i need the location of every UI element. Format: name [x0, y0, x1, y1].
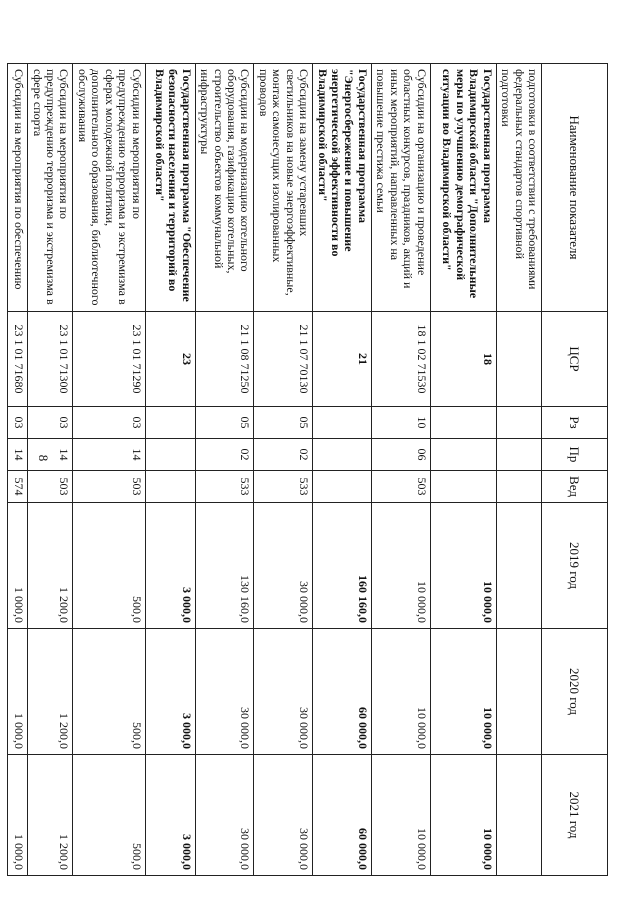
cell-rz: 03: [8, 407, 28, 439]
cell-2019: 1 000,0: [8, 503, 28, 629]
cell-2021: 500,0: [73, 755, 145, 876]
cell-2019: 3 000,0: [145, 503, 195, 629]
cell-pr: 02: [254, 439, 313, 471]
cell-csr: 21 1 07 70130: [254, 312, 313, 407]
cell-pr: [145, 439, 195, 471]
cell-ved: [313, 471, 372, 503]
header-2021: 2021 год: [542, 755, 608, 876]
cell-name: Государственная программа Владимирской области "Дополнительные меры по улучшению демографической ситуации во Владимирской области": [430, 64, 496, 312]
cell-2020: 30 000,0: [254, 629, 313, 755]
cell-ved: 574: [8, 471, 28, 503]
cell-2021: 3 000,0: [145, 755, 195, 876]
table-body: [8, 64, 542, 876]
cell-2019: 130 160,0: [195, 503, 254, 629]
cell-pr: [496, 439, 541, 471]
header-ved: Вед: [542, 471, 608, 503]
cell-rz: [313, 407, 372, 439]
table-viewport: [12, 63, 608, 875]
cell-pr: 14: [73, 439, 145, 471]
cell-ved: 503: [371, 471, 430, 503]
table-row: [28, 64, 73, 876]
table-row: [496, 64, 541, 876]
cell-rz: [430, 407, 496, 439]
cell-2021: 1 200,0: [28, 755, 73, 876]
cell-2019: 1 200,0: [28, 503, 73, 629]
cell-ved: [145, 471, 195, 503]
cell-2019: 10 000,0: [430, 503, 496, 629]
cell-name: Субсидии на модернизацию котельного оборудования, газификацию котельных, строительство объектов коммунальной инфраструктуры: [195, 64, 254, 312]
cell-csr: 23 1 01 71290: [73, 312, 145, 407]
table-row: [195, 64, 254, 876]
table-header-row: [542, 64, 608, 876]
cell-2020: 60 000,0: [313, 629, 372, 755]
cell-name: подготовки в соответствии с требованиями федеральных стандартов спортивной подготовки: [496, 64, 541, 312]
cell-2020: [496, 629, 541, 755]
cell-2020: 500,0: [73, 629, 145, 755]
budget-table: [7, 63, 608, 876]
cell-2021: 10 000,0: [371, 755, 430, 876]
header-2020: 2020 год: [542, 629, 608, 755]
cell-rz: 03: [28, 407, 73, 439]
cell-pr: [430, 439, 496, 471]
header-csr: ЦСР: [542, 312, 608, 407]
cell-csr: 18: [430, 312, 496, 407]
cell-name: Субсидии на организацию и проведение областных конкурсов, праздников, акций и иных мероприятий, направленных на повышение престижа семьи: [371, 64, 430, 312]
cell-csr: [496, 312, 541, 407]
page-number: 8: [36, 454, 51, 462]
cell-pr: [313, 439, 372, 471]
cell-csr: 21 1 08 71250: [195, 312, 254, 407]
cell-name: Государственная программа "Энергосбережение и повышение энергетической эффективности во Владимирской области": [313, 64, 372, 312]
cell-rz: 05: [254, 407, 313, 439]
cell-csr: 23 1 01 71680: [8, 312, 28, 407]
table-row: [145, 64, 195, 876]
table-row: [73, 64, 145, 876]
rotated-table-container: [12, 63, 608, 875]
cell-2021: [496, 755, 541, 876]
cell-csr: 21: [313, 312, 372, 407]
cell-pr: 02: [195, 439, 254, 471]
cell-name: Субсидии на мероприятия по предупреждению терроризма и экстремизма в сферах молодежной политики, дополнительного образования, библиотечного обслуживания: [73, 64, 145, 312]
cell-csr: 18 1 02 71530: [371, 312, 430, 407]
cell-name: Субсидии на мероприятия по обеспечению: [8, 64, 28, 312]
cell-ved: 533: [195, 471, 254, 503]
cell-name: Субсидии на замену устаревших светильников на новые энергоэффективные, монтаж самонесущих изолированных проводов: [254, 64, 313, 312]
cell-2021: 10 000,0: [430, 755, 496, 876]
header-pr: Пр: [542, 439, 608, 471]
cell-2020: 10 000,0: [430, 629, 496, 755]
cell-ved: 503: [28, 471, 73, 503]
cell-name: Субсидии на мероприятия по предупреждению терроризма и экстремизма в сфере спорта: [28, 64, 73, 312]
cell-2020: 1 000,0: [8, 629, 28, 755]
cell-ved: [430, 471, 496, 503]
cell-2021: 1 000,0: [8, 755, 28, 876]
cell-pr: 14: [28, 439, 73, 471]
header-2019: 2019 год: [542, 503, 608, 629]
cell-2019: [496, 503, 541, 629]
cell-pr: 14: [8, 439, 28, 471]
cell-2020: 10 000,0: [371, 629, 430, 755]
cell-csr: 23 1 01 71300: [28, 312, 73, 407]
table-row: [254, 64, 313, 876]
cell-2021: 30 000,0: [254, 755, 313, 876]
cell-2020: 3 000,0: [145, 629, 195, 755]
table-row: [8, 64, 28, 876]
cell-rz: [145, 407, 195, 439]
cell-2019: 160 160,0: [313, 503, 372, 629]
cell-rz: 03: [73, 407, 145, 439]
header-rz: Рз: [542, 407, 608, 439]
cell-ved: 503: [73, 471, 145, 503]
cell-rz: 05: [195, 407, 254, 439]
table-row: [313, 64, 372, 876]
cell-2020: 1 200,0: [28, 629, 73, 755]
cell-rz: 10: [371, 407, 430, 439]
cell-2019: 10 000,0: [371, 503, 430, 629]
table-row: [371, 64, 430, 876]
cell-rz: [496, 407, 541, 439]
cell-2020: 30 000,0: [195, 629, 254, 755]
table-row: [430, 64, 496, 876]
header-name: Наименование показателя: [542, 64, 608, 312]
cell-ved: [496, 471, 541, 503]
cell-ved: 533: [254, 471, 313, 503]
cell-2021: 60 000,0: [313, 755, 372, 876]
cell-2021: 30 000,0: [195, 755, 254, 876]
cell-csr: 23: [145, 312, 195, 407]
cell-2019: 30 000,0: [254, 503, 313, 629]
cell-name: Государственная программа "Обеспечение безопасности населения и территорий во Владимирской области": [145, 64, 195, 312]
cell-2019: 500,0: [73, 503, 145, 629]
cell-pr: 06: [371, 439, 430, 471]
